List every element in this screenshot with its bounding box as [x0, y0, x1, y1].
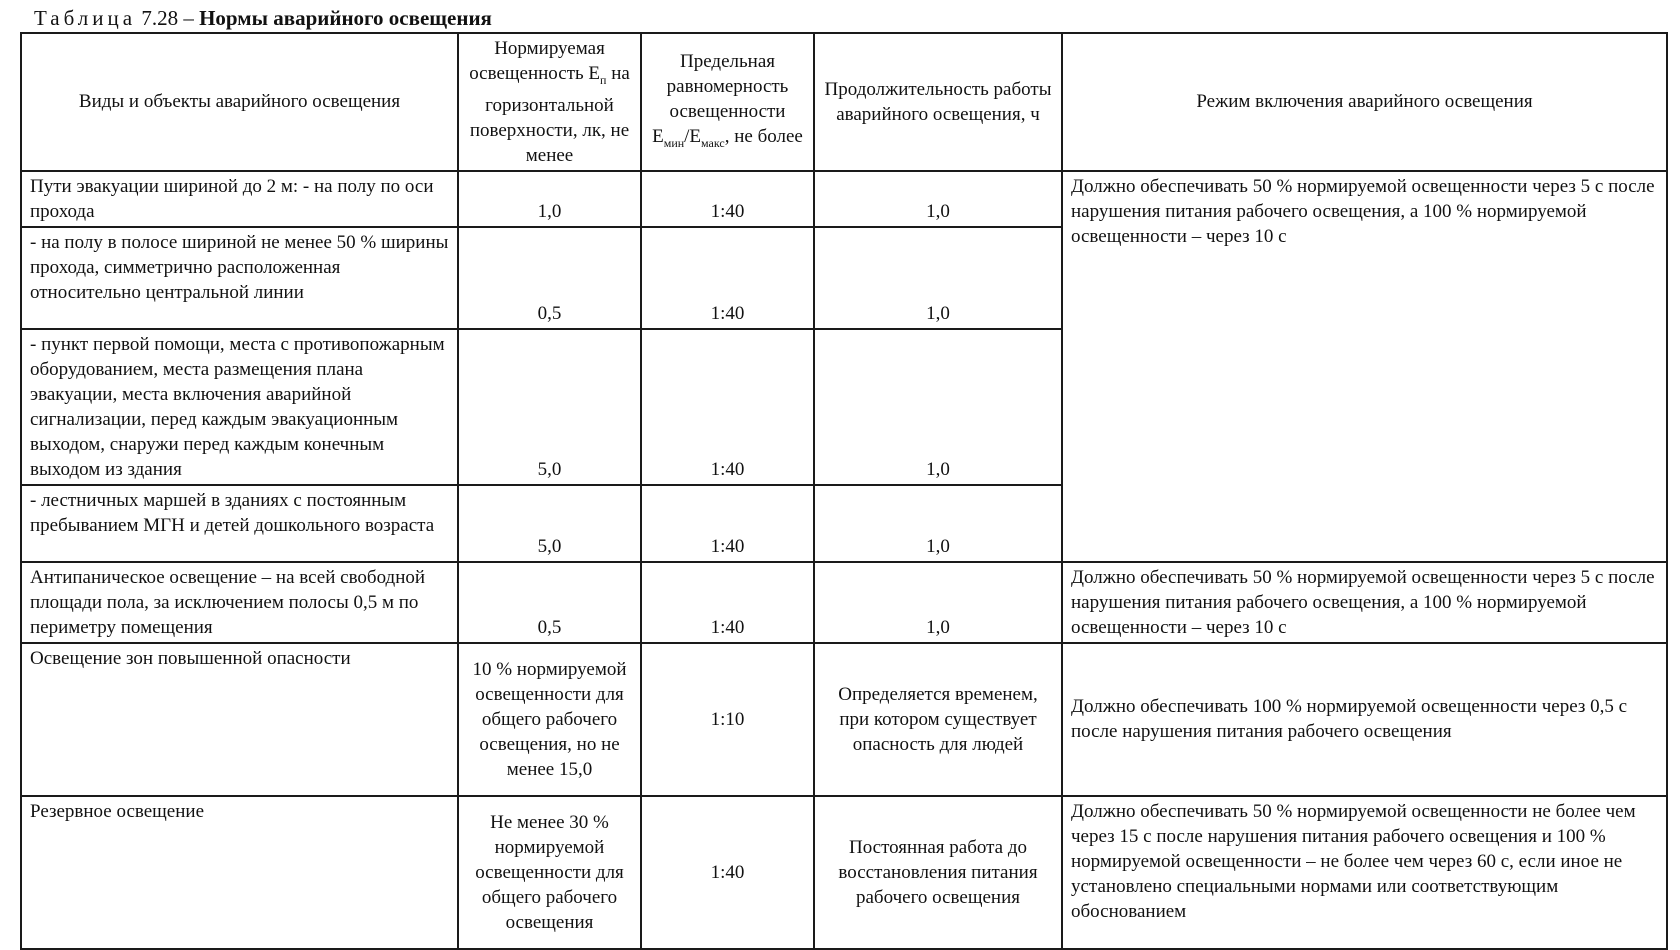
row-uniformity: 1:40 — [641, 329, 814, 485]
table-row — [21, 796, 1667, 949]
row-illuminance: 0,5 — [458, 227, 641, 329]
header-duration: Продолжительность работы аварийного освещения, ч — [814, 33, 1062, 171]
row-type: - пункт первой помощи, места с противопожарным оборудованием, места размещения плана эвакуации, места включения аварийной сигнализации, перед каждым эвакуационным выходом, снаружи перед каждым конечным выходом из здания — [21, 329, 458, 485]
row-illuminance: 0,5 — [458, 562, 641, 643]
header-mode: Режим включения аварийного освещения — [1062, 33, 1667, 171]
row-illuminance: Не менее 30 % нормируемой освещенности для общего рабочего освещения — [458, 796, 641, 949]
row-duration: 1,0 — [814, 562, 1062, 643]
row-uniformity: 1:40 — [641, 227, 814, 329]
table-row — [21, 643, 1667, 796]
row-duration: 1,0 — [814, 329, 1062, 485]
row-type: Резервное освещение — [21, 796, 458, 949]
row-mode: Должно обеспечивать 50 % нормируемой освещенности не более чем через 15 с после нарушения питания рабочего освещения и 100 % нормируемой освещенности – не более чем через 60 с, если иное не установлено специальными нормами или соответствующим обоснованием — [1062, 796, 1667, 949]
row-type: Пути эвакуации шириной до 2 м: - на полу по оси прохода — [21, 171, 458, 227]
header-types: Виды и объекты аварийного освещения — [21, 33, 458, 171]
caption-prefix: Таблица — [34, 6, 137, 30]
row-duration: Постоянная работа до восстановления питания рабочего освещения — [814, 796, 1062, 949]
row-illuminance: 5,0 — [458, 485, 641, 562]
row-illuminance: 5,0 — [458, 329, 641, 485]
row-mode: Должно обеспечивать 100 % нормируемой освещенности через 0,5 с после нарушения питания рабочего освещения — [1062, 643, 1667, 796]
table-caption — [34, 5, 492, 31]
row-type: Антипаническое освещение – на всей свободной площади пола, за исключением полосы 0,5 м по периметру помещения — [21, 562, 458, 643]
header-row — [21, 33, 1667, 171]
header-uniformity: Предельная равномерность освещенности $E_{мин}/E_{макс}$, не более — [641, 33, 814, 171]
row-duration: Определяется временем, при котором существует опасность для людей — [814, 643, 1062, 796]
row-uniformity: 1:40 — [641, 171, 814, 227]
row-type: - на полу в полосе шириной не менее 50 % ширины прохода, симметрично расположенная относительно центральной линии — [21, 227, 458, 329]
row-duration: 1,0 — [814, 485, 1062, 562]
row-mode: Должно обеспечивать 50 % нормируемой освещенности через 5 с после нарушения питания рабочего освещения, а 100 % нормируемой освещенности – через 10 с — [1062, 562, 1667, 643]
row-type: - лестничных маршей в зданиях с постоянным пребыванием МГН и детей дошкольного возраста — [21, 485, 458, 562]
emergency-lighting-table — [20, 32, 1668, 950]
table-row — [21, 171, 1667, 227]
row-uniformity: 1:40 — [641, 562, 814, 643]
caption-number: 7.28 – — [141, 6, 194, 30]
caption-title: Нормы аварийного освещения — [199, 6, 492, 30]
row-illuminance: 10 % нормируемой освещенности для общего рабочего освещения, но не менее 15,0 — [458, 643, 641, 796]
row-mode: Должно обеспечивать 50 % нормируемой освещенности через 5 с после нарушения питания рабочего освещения, а 100 % нормируемой освещенности – через 10 с — [1062, 171, 1667, 562]
row-type: Освещение зон повышенной опасности — [21, 643, 458, 796]
row-duration: 1,0 — [814, 227, 1062, 329]
row-uniformity: 1:40 — [641, 796, 814, 949]
row-uniformity: 1:40 — [641, 485, 814, 562]
row-duration: 1,0 — [814, 171, 1062, 227]
header-illuminance: Нормируемая освещенность $E_п$ на горизонтальной поверхности, лк, не менее — [458, 33, 641, 171]
table-row — [21, 562, 1667, 643]
row-uniformity: 1:10 — [641, 643, 814, 796]
row-illuminance: 1,0 — [458, 171, 641, 227]
